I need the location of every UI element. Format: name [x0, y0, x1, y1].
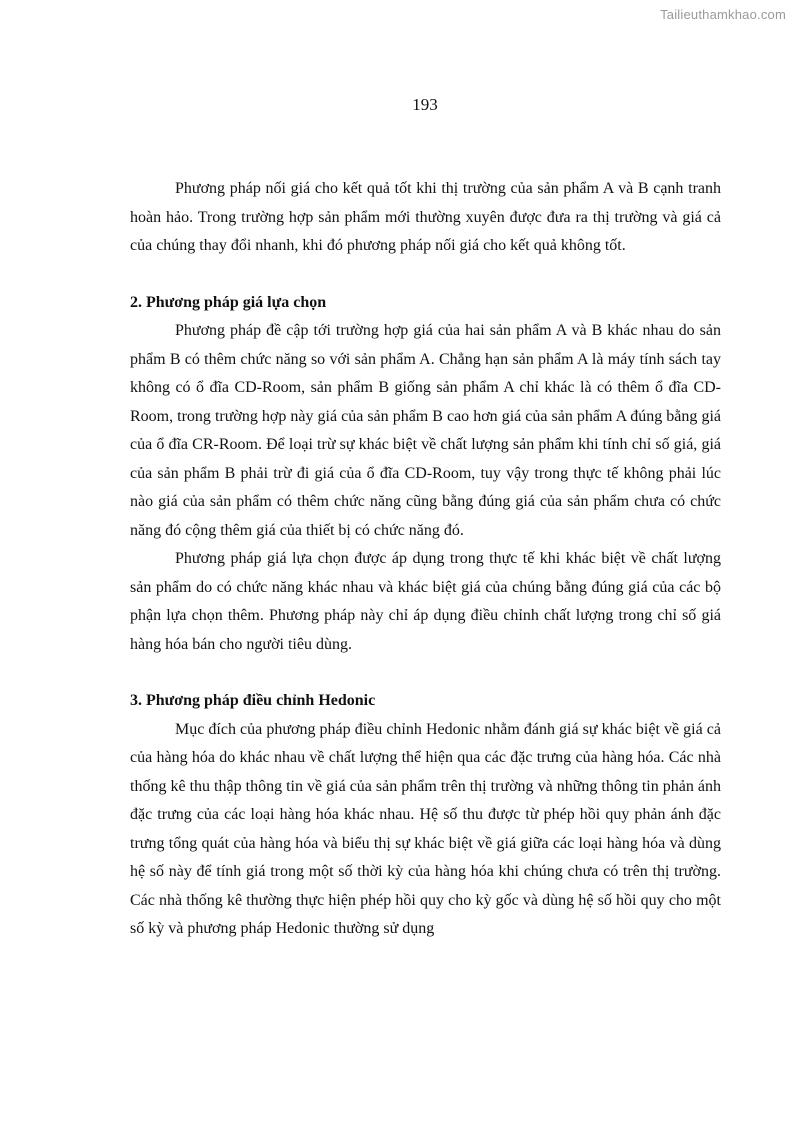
- section-2-paragraph-2: Phương pháp giá lựa chọn được áp dụng trong thực tế khi khác biệt về chất lượng sản phẩm do có chức năng khác nhau và khác biệt giá của chúng bằng đúng giá của các bộ phận lựa chọn thêm. Phương pháp này chỉ áp dụng điều chỉnh chất lượng trong chỉ số giá hàng hóa bán cho người tiêu dùng.: [130, 550, 721, 653]
- spacer: [130, 261, 721, 289]
- section-3-heading: 3. Phương pháp điều chỉnh Hedonic: [130, 692, 376, 709]
- spacer: [130, 659, 721, 687]
- section-3-paragraph-1: Mục đích của phương pháp điều chỉnh Hedonic nhằm đánh giá sự khác biệt về giá cả của hàng hóa do khác nhau về chất lượng thể hiện qua các đặc trưng của hàng hóa. Các nhà thống kê thu thập thông tin về giá của sản phẩm trên thị trường và những thông tin phản ánh đặc trưng của các loại hàng hóa khác nhau. Hệ số thu được từ phép hồi quy phản ánh đặc trưng tổng quát của hàng hóa và biểu thị sự khác biệt về giá giữa các loại hàng hóa và dùng hệ số này để tính giá trong một số thời kỳ của hàng hóa khi chúng chưa có trên thị trường. Các nhà thống kê thường thực hiện phép hồi quy cho kỳ gốc và dùng hệ số hồi quy cho một số kỳ và phương pháp Hedonic thường sử dụng: [130, 720, 721, 937]
- page-number: 193: [412, 95, 438, 114]
- watermark: Tailieuthamkhao.com: [660, 7, 786, 22]
- section-2-paragraph-1: Phương pháp đề cập tới trường hợp giá của hai sản phẩm A và B khác nhau do sản phẩm B có thêm chức năng so với sản phẩm A. Chẳng hạn sản phẩm A là máy tính sách tay không có ổ đĩa CD-Room, sản phẩm B giống sản phẩm A chỉ khác là có thêm ổ đĩa CD-Room, trong trường hợp này giá của sản phẩm B cao hơn giá của sản phẩm A đúng bằng giá của ổ đĩa CR-Room. Để loại trừ sự khác biệt về chất lượng sản phẩm khi tính chỉ số giá, giá của sản phẩm B phải trừ đi giá của ổ đĩa CD-Room, tuy vậy trong thực tế không phải lúc nào giá của sản phẩm có thêm chức năng cũng bằng đúng giá của sản phẩm chưa có chức năng đó cộng thêm giá của thiết bị có chức năng đó.: [130, 322, 721, 539]
- section-2-heading: 2. Phương pháp giá lựa chọn: [130, 293, 327, 311]
- page-body: [130, 175, 721, 944]
- intro-paragraph: Phương pháp nối giá cho kết quả tốt khi thị trường của sản phẩm A và B cạnh tranh hoàn hảo. Trong trường hợp sản phẩm mới thường xuyên được đưa ra thị trường và giá cả của chúng thay đổi nhanh, khi đó phương pháp nối giá cho kết quả không tốt.: [130, 180, 721, 254]
